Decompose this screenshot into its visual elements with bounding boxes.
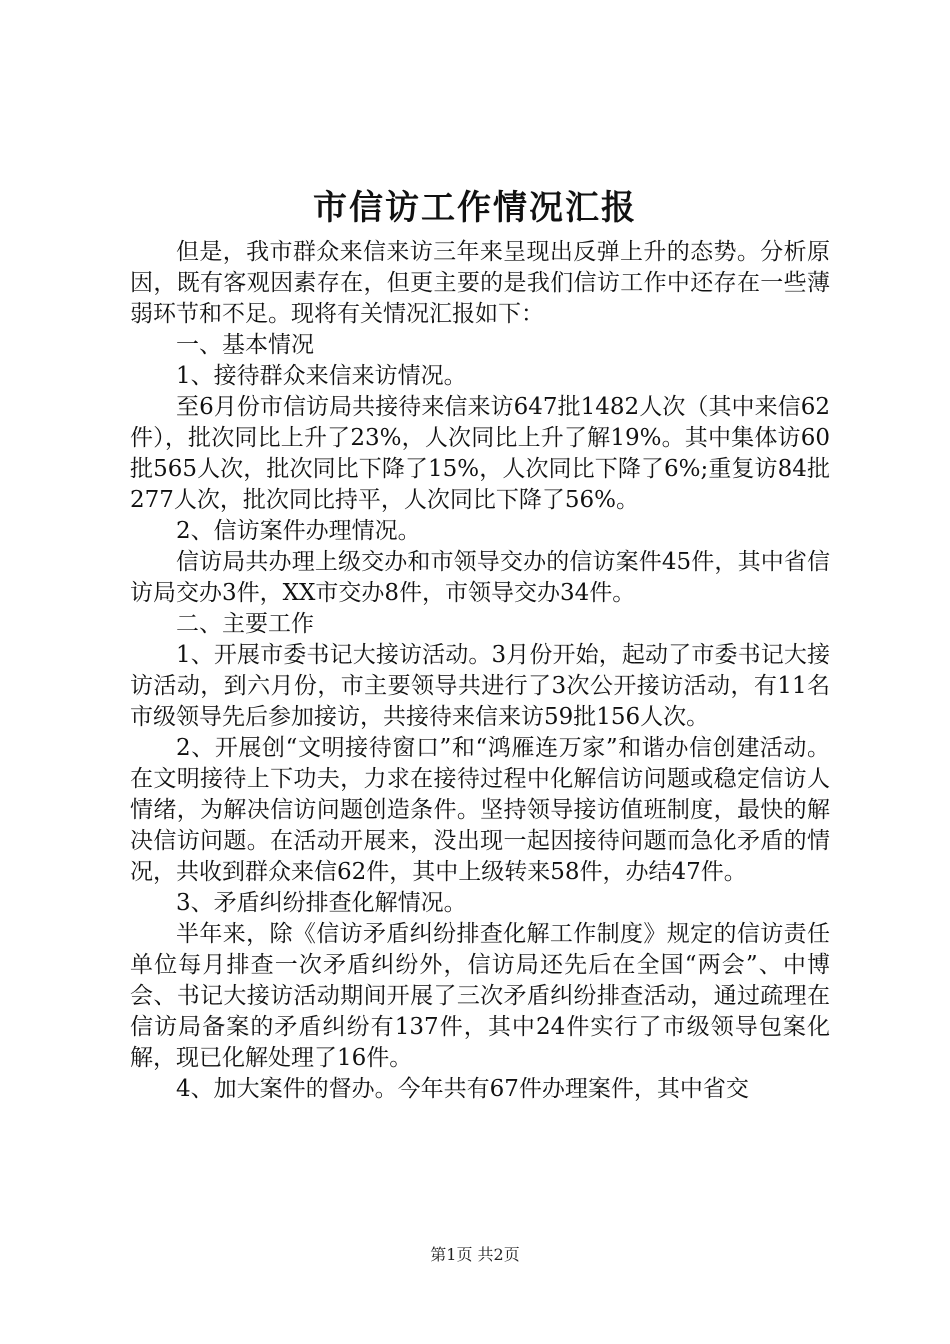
paragraph-work-item-4: 4、加大案件的督办。今年共有67件办理案件，其中省交: [176, 1076, 749, 1102]
paragraph-dispute-resolution: 半年来，除《信访矛盾纠纷排查化解工作制度》规定的信访责任单位每月排查一次矛盾纠纷外，信访局还先后在全国“两会”、中博会、书记大接访活动期间开展了三次矛盾纠纷排查活动，通过疏理在信访局备案的矛盾纠纷有137件，其中24件实行了市级领导包案化解，现已化解处理了16件。: [130, 921, 830, 1071]
subheading-dispute-resolution: 3、矛盾纠纷排查化解情况。: [176, 890, 467, 916]
paragraph-work-item-2: 2、开展创“文明接待窗口”和“鸿雁连万家”和谐办信创建活动。在文明接待上下功夫，力求在接待过程中化解信访问题或稳定信访人情绪，为解决信访问题创造条件。坚持领导接访值班制度，最快的解决信访问题。在活动开展来，没出现一起因接待问题而急化矛盾的情况，共收到群众来信62件，其中上级转来58件，办结47件。: [130, 735, 830, 885]
paragraph-reception-stats: 至6月份市信访局共接待来信来访647批1482人次（其中来信62件），批次同比上升了23%，人次同比上升了解19%。其中集体访60批565人次，批次同比下降了15%，人次同比下降了6%;重复访84批277人次，批次同比持平，人次同比下降了56%。: [130, 394, 830, 513]
document-body: [130, 237, 830, 1105]
paragraph-case-handling: 信访局共办理上级交办和市领导交办的信访案件45件，其中省信访局交办3件，XX市交办8件，市领导交办34件。: [130, 549, 830, 606]
paragraph-intro: 但是，我市群众来信来访三年来呈现出反弹上升的态势。分析原因，既有客观因素存在，但更主要的是我们信访工作中还存在一些薄弱环节和不足。现将有关情况汇报如下：: [130, 239, 830, 327]
page-number-footer: 第1页 共2页: [430, 1245, 520, 1264]
subheading-case-handling: 2、信访案件办理情况。: [176, 518, 421, 544]
section-heading-basic-situation: 一、基本情况: [176, 332, 314, 358]
section-heading-main-work: 二、主要工作: [176, 611, 314, 637]
document-title: 市信访工作情况汇报: [313, 188, 637, 228]
paragraph-work-item-1: 1、开展市委书记大接访活动。3月份开始，起动了市委书记大接访活动，到六月份，市主要领导共进行了3次公开接访活动，有11名市级领导先后参加接访，共接待来信来访59批156人次。: [130, 642, 830, 730]
subheading-reception: 1、接待群众来信来访情况。: [176, 363, 467, 389]
